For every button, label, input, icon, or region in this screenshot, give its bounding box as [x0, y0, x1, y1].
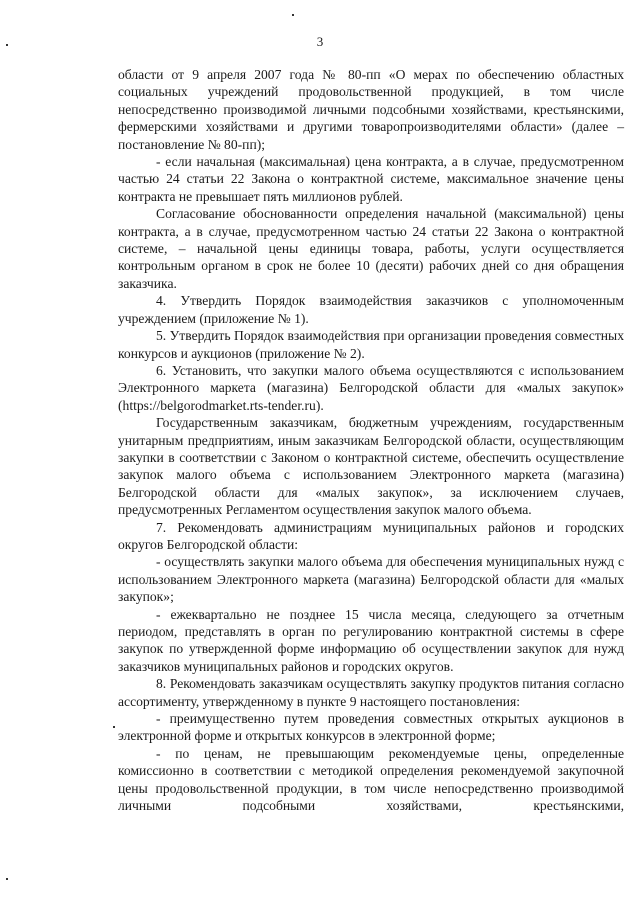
paragraph-decree-80pp-continuation: области от 9 апреля 2007 года № 80-пп «О мерах по обеспечению областных социальных учреждений продовольственной продукцией, в том числе непосредственно производимой личными подсобными хозяйствами, крестьянскими, фермерскими хозяйствами и другими товаропроизводителями области» (далее – постановление № 80-пп);	[118, 67, 624, 152]
paragraph-item-8-recommended-prices: - по ценам, не превышающим рекомендуемые цены, определенные комиссионно в соответствии с методикой определения рекомендуемой закупочной цены продовольственной продукции, в том числе непосредственно производимой личными подсобными хозяйствами, крестьянскими,	[118, 745, 624, 814]
paragraph-item-7: 7. Рекомендовать администрациям муниципальных районов и городских округов Белгородской области:	[118, 519, 624, 552]
paragraph-item-5: 5. Утвердить Порядок взаимодействия при организации проведения совместных конкурсов и аукционов (приложение № 2).	[118, 328, 624, 361]
paragraph-item-8-joint-auctions: - преимущественно путем проведения совместных открытых аукционов в электронной форме и открытых конкурсов в электронной форме;	[118, 711, 624, 744]
paragraph-item-6: 6. Установить, что закупки малого объема осуществляются с использованием Электронного маркета (магазина) Белгородской области для «малых закупок» (https://belgorodmarket.rts-tender.ru).	[118, 362, 624, 413]
paragraph-item-7-quarterly-report: - ежеквартально не позднее 15 числа месяца, следующего за отчетным периодом, представлять в орган по регулированию контрактной системы в сфере закупок по утвержденной форме информацию об осуществлении закупок для нужд заказчиков муниципальных районов и городских округов.	[118, 606, 624, 674]
paragraph-item-4: 4. Утвердить Порядок взаимодействия заказчиков с уполномоченным учреждением (приложение № 1).	[118, 293, 624, 326]
paragraph-state-customers: Государственным заказчикам, бюджетным учреждениям, государственным унитарным предприятиям, иным заказчикам Белгородской области, осуществляющим закупки в соответствии с Законом о контрактной системе, обеспечить осуществление закупок малого объема с использованием Электронного маркета (магазина) Белгородской области для «малых закупок», за исключением случаев, предусмотренных Регламентом осуществления закупок малого объема.	[118, 415, 624, 518]
scan-speck	[292, 14, 294, 16]
scan-speck	[6, 44, 8, 46]
scan-speck	[113, 726, 115, 728]
paragraph-price-approval: Согласование обоснованности определения начальной (максимальной) цены контракта, а в случае, предусмотренном частью 24 статьи 22 Закона о контрактной системе, – начальной цены единицы товара, работы, услуги осуществляется контрольным органом в срок не более 10 (десяти) рабочих дней со дня обращения заказчика.	[118, 206, 624, 291]
page-number: 3	[316, 34, 324, 49]
paragraph-item-7-small-purchases: - осуществлять закупки малого объема для обеспечения муниципальных нужд с использованием Электронного маркета (магазина) Белгородской области для «малых закупок»;	[118, 554, 624, 605]
paragraph-max-price-condition: - если начальная (максимальная) цена контракта, а в случае, предусмотренном частью 24 статьи 22 Закона о контрактной системе, максимальное значение цены контракта не превышает пять миллионов рублей.	[118, 154, 624, 204]
scan-speck	[6, 878, 8, 880]
document-body	[118, 66, 624, 814]
paragraph-item-8: 8. Рекомендовать заказчикам осуществлять закупку продуктов питания согласно ассортименту, утвержденному в пункте 9 настоящего постановления:	[118, 676, 624, 709]
